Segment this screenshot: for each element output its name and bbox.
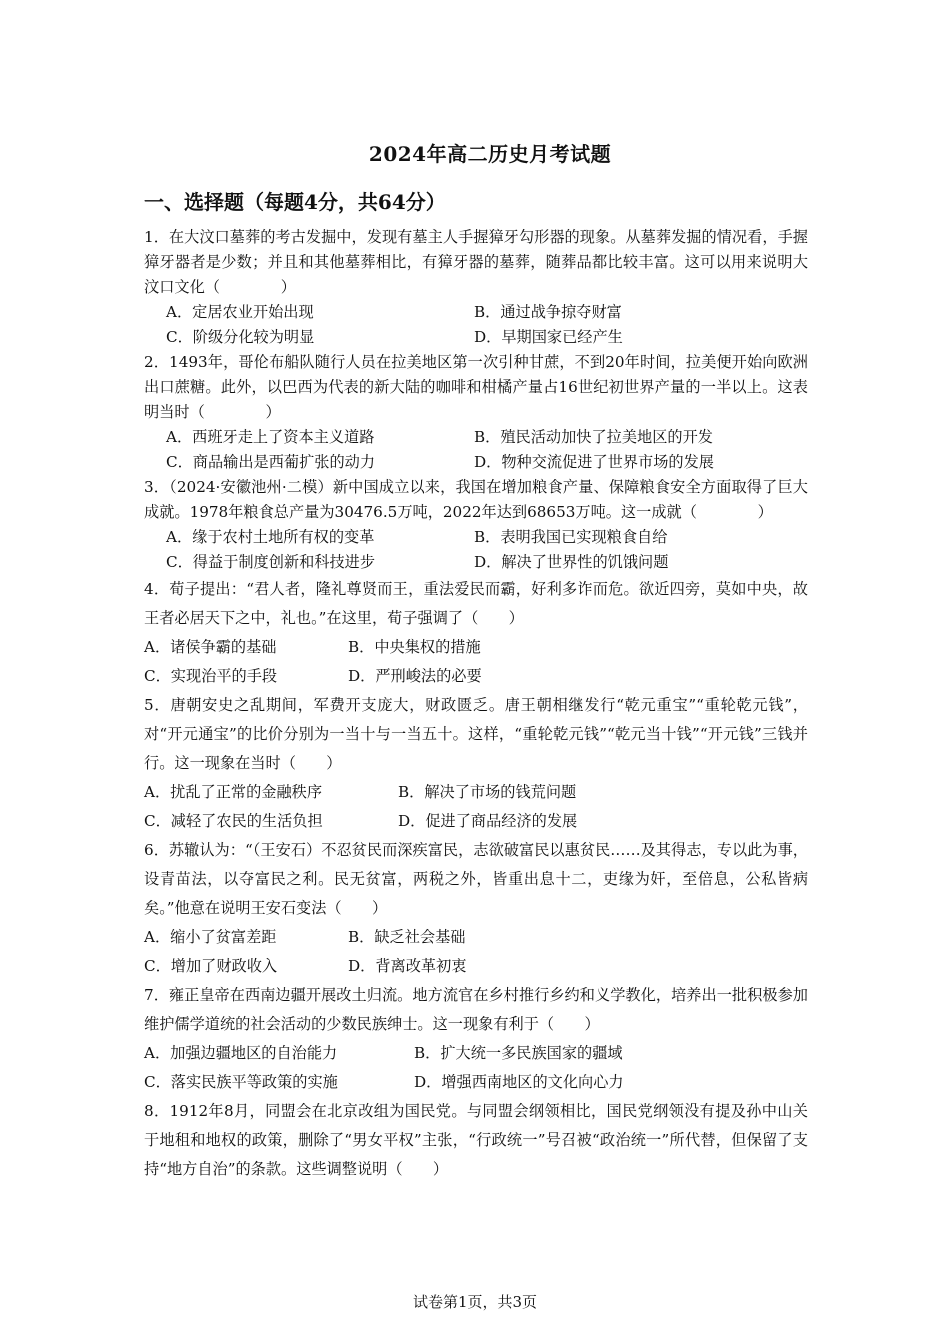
question-2-stem: 2．1493年，哥伦布船队随行人员在拉美地区第一次引种甘蔗，不到20年时间，拉美便开始向欧洲出口蔗糖。此外，以巴西为代表的新大陆的咖啡和柑橘产量占16世纪初世界产量的一半以上。这表明当时（ ） bbox=[144, 353, 808, 421]
question-6-options bbox=[144, 923, 808, 981]
question-6-stem: 6．苏辙认为：“（王安石）不忍贫民而深疾富民，志欲破富民以惠贫民……及其得志，专以此为事，设青苗法，以夺富民之利。民无贫富，两税之外，皆重出息十二，吏缘为奸，至倍息，公私皆病矣。”他意在说明王安石变法（ ） bbox=[144, 841, 808, 917]
option-c: C．减轻了农民的生活负担 bbox=[144, 812, 323, 830]
option-b: B．表明我国已实现粮食自给 bbox=[474, 528, 668, 546]
option-c: C．商品输出是西葡扩张的动力 bbox=[166, 453, 376, 471]
section-heading: 一、选择题（每题4分，共64分） bbox=[144, 190, 446, 214]
option-b: B．扩大统一多民族国家的疆域 bbox=[414, 1044, 623, 1062]
option-c: C．阶级分化较为明显 bbox=[166, 328, 315, 346]
option-a: A．定居农业开始出现 bbox=[166, 303, 314, 321]
option-c: C．实现治平的手段 bbox=[144, 667, 278, 685]
question-4-stem: 4．荀子提出：“君人者，隆礼尊贤而王，重法爱民而霸，好利多诈而危。欲近四旁，莫如中央，故王者必居天下之中，礼也。”在这里，荀子强调了（ ） bbox=[144, 580, 808, 627]
question-5-options bbox=[144, 778, 808, 836]
option-a: A．缩小了贫富差距 bbox=[144, 928, 277, 946]
option-b: B．通过战争掠夺财富 bbox=[474, 303, 622, 321]
question-7-stem: 7．雍正皇帝在西南边疆开展改土归流。地方流官在乡村推行乡约和义学教化，培养出一批积极参加维护儒学道统的社会活动的少数民族绅士。这一现象有利于（ ） bbox=[144, 986, 808, 1033]
option-d: D．物种交流促进了世界市场的发展 bbox=[474, 453, 714, 471]
question-4-options bbox=[144, 633, 808, 691]
option-a: A．扰乱了正常的金融秩序 bbox=[144, 783, 323, 801]
question-7-options bbox=[144, 1039, 808, 1097]
question-3-stem: 3．（2024·安徽池州·二模）新中国成立以来，我国在增加粮食产量、保障粮食安全方面取得了巨大成就。1978年粮食总产量为30476.5万吨，2022年达到68653万吨。这一成就（ ） bbox=[144, 478, 808, 521]
option-c: C．增加了财政收入 bbox=[144, 957, 278, 975]
page-footer: 试卷第1页，共3页 bbox=[412, 1293, 538, 1311]
question-1-stem: 1．在大汶口墓葬的考古发掘中，发现有墓主人手握獐牙勾形器的现象。从墓葬发掘的情况看，手握獐牙器者是少数；并且和其他墓葬相比，有獐牙器的墓葬，随葬品都比较丰富。这可以用来说明大汶口文化（ ） bbox=[144, 228, 808, 296]
question-8-stem: 8．1912年8月，同盟会在北京改组为国民党。与同盟会纲领相比，国民党纲领没有提及孙中山关于地租和地权的政策，删除了“男女平权”主张，“行政统一”号召被“政治统一”所代替，但保留了支持“地方自治”的条款。这些调整说明（ ） bbox=[144, 1102, 808, 1178]
option-b: B．解决了市场的钱荒问题 bbox=[398, 783, 577, 801]
option-c: C．得益于制度创新和科技进步 bbox=[166, 553, 376, 571]
option-b: B．中央集权的措施 bbox=[348, 638, 481, 656]
page-title: 2024年高二历史月考试题 bbox=[368, 142, 612, 166]
option-d: D．背离改革初衷 bbox=[348, 957, 467, 975]
option-d: D．早期国家已经产生 bbox=[474, 328, 623, 346]
option-d: D．解决了世界性的饥饿问题 bbox=[474, 553, 669, 571]
option-a: A．西班牙走上了资本主义道路 bbox=[166, 428, 375, 446]
option-a: A．缘于农村土地所有权的变革 bbox=[166, 528, 375, 546]
option-a: A．诸侯争霸的基础 bbox=[144, 638, 277, 656]
question-5-stem: 5．唐朝安史之乱期间，军费开支庞大，财政匮乏。唐王朝相继发行“乾元重宝”“重轮乾元钱”，对“开元通宝”的比价分别为一当十与一当五十。这样，“重轮乾元钱”“乾元当十钱”“开元钱”三钱并行。这一现象在当时（ ） bbox=[144, 696, 808, 772]
questions-container bbox=[144, 225, 808, 1184]
option-b: B．缺乏社会基础 bbox=[348, 928, 466, 946]
question-1-options bbox=[144, 300, 808, 350]
option-a: A．加强边疆地区的自治能力 bbox=[144, 1044, 338, 1062]
question-3-options bbox=[144, 525, 808, 575]
option-d: D．严刑峻法的必要 bbox=[348, 667, 482, 685]
option-b: B．殖民活动加快了拉美地区的开发 bbox=[474, 428, 713, 446]
option-d: D．促进了商品经济的发展 bbox=[398, 812, 578, 830]
question-2-options bbox=[144, 425, 808, 475]
option-c: C．落实民族平等政策的实施 bbox=[144, 1073, 338, 1091]
option-d: D．增强西南地区的文化向心力 bbox=[414, 1073, 624, 1091]
